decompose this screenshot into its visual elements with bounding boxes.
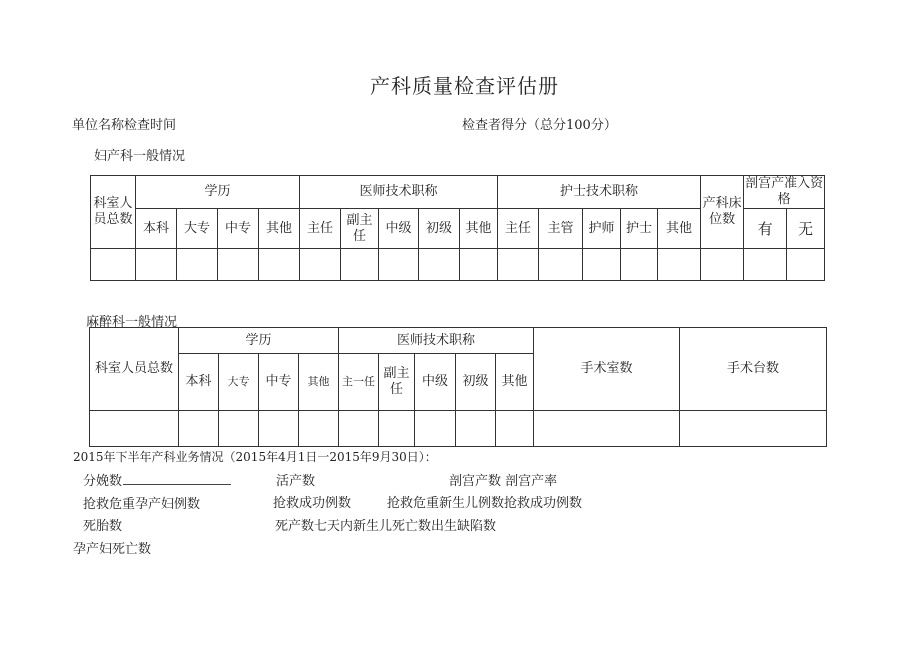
live-births-label: 活产数 — [276, 474, 316, 489]
doctor-chief: 主任 — [300, 209, 341, 249]
ane-doctor-deputy: 副主任 — [379, 354, 415, 411]
op-rooms-header: 手术室数 — [534, 328, 680, 411]
ane-edu-college: 大专 — [219, 354, 259, 411]
input-cell[interactable] — [621, 249, 658, 281]
rescue-maternal-label: 抢救危重孕产妇例数 — [83, 497, 201, 512]
newborn-death-label: 死产数七天内新生儿死亡数出生缺陷数 — [275, 519, 497, 534]
input-cell[interactable] — [680, 411, 827, 447]
anesthesia-data-row — [90, 411, 827, 447]
qual-no: 无 — [787, 209, 825, 249]
doctor-mid: 中级 — [379, 209, 419, 249]
maternal-death-label: 孕产妇死亡数 — [73, 542, 152, 557]
input-cell[interactable] — [534, 411, 680, 447]
ane-doctor-other: 其他 — [496, 354, 534, 411]
input-cell[interactable] — [339, 411, 379, 447]
nurse-practitioner: 护师 — [583, 209, 621, 249]
ane-edu-other: 其他 — [299, 354, 339, 411]
nurse-chief: 主任 — [498, 209, 539, 249]
edu-secondary: 中专 — [218, 209, 259, 249]
input-cell[interactable] — [498, 249, 539, 281]
cesarean-label: 剖宫产数 剖宫产率 — [449, 474, 558, 489]
input-cell[interactable] — [583, 249, 621, 281]
nurse-other: 其他 — [658, 209, 701, 249]
input-cell[interactable] — [90, 411, 179, 447]
edu-other: 其他 — [259, 209, 300, 249]
rescue-success-label: 抢救成功例数 — [273, 496, 352, 511]
doctor-deputy: 副主任 — [341, 209, 379, 249]
doctor-other: 其他 — [460, 209, 498, 249]
qual-yes: 有 — [744, 209, 787, 249]
deliveries-fill-line[interactable] — [123, 484, 231, 485]
obstetrics-caption: 妇产科一般情况 — [94, 149, 186, 164]
input-cell[interactable] — [379, 411, 415, 447]
ane-doctor-mid: 中级 — [415, 354, 456, 411]
cesarean-qual-header: 剖宫产准入资格 — [745, 176, 824, 207]
input-cell[interactable] — [259, 411, 299, 447]
input-cell[interactable] — [744, 249, 787, 281]
beds-header: 产科床位数 — [701, 176, 744, 249]
stillbirth-label: 死胎数 — [83, 519, 123, 534]
ane-edu-bachelor: 本科 — [179, 354, 219, 411]
ane-doctor-title-header: 医师技术职称 — [339, 328, 534, 354]
anesthesia-caption: 麻醉科一般情况 — [86, 315, 178, 330]
input-cell[interactable] — [299, 411, 339, 447]
input-cell[interactable] — [419, 249, 460, 281]
input-cell[interactable] — [179, 411, 219, 447]
inspector-score-label: 检查者得分（总分100分） — [462, 118, 617, 133]
deliveries-label: 分娩数 — [83, 474, 123, 489]
input-cell[interactable] — [177, 249, 218, 281]
input-cell[interactable] — [218, 249, 259, 281]
input-cell[interactable] — [658, 249, 701, 281]
input-cell[interactable] — [136, 249, 177, 281]
doctor-junior: 初级 — [419, 209, 460, 249]
doctor-title-header: 医师技术职称 — [300, 176, 498, 209]
ane-education-header: 学历 — [179, 328, 339, 354]
obstetrics-table — [90, 175, 825, 281]
ane-edu-secondary: 中专 — [259, 354, 299, 411]
input-cell[interactable] — [219, 411, 259, 447]
input-cell[interactable] — [701, 249, 744, 281]
page-title: 产科质量检查评估册 — [370, 74, 559, 98]
input-cell[interactable] — [460, 249, 498, 281]
unit-time-label: 单位名称检查时间 — [72, 118, 177, 133]
obstetrics-data-row — [91, 249, 825, 281]
op-tables-header: 手术台数 — [680, 328, 827, 411]
input-cell[interactable] — [415, 411, 456, 447]
input-cell[interactable] — [259, 249, 300, 281]
input-cell[interactable] — [300, 249, 341, 281]
input-cell[interactable] — [379, 249, 419, 281]
anesthesia-table — [89, 327, 827, 447]
business-heading: 2015年下半年产科业务情况（2015年4月1日一2015年9月30日）： — [73, 450, 437, 464]
nurse-title-header: 护士技术职称 — [498, 176, 701, 209]
edu-college: 大专 — [177, 209, 218, 249]
total-staff-header: 科室人员总数 — [91, 176, 136, 249]
ane-doctor-chief: 主一任 — [339, 354, 379, 411]
nurse-supervisor: 主管 — [539, 209, 583, 249]
rescue-newborn-label: 抢救危重新生儿例数抢救成功例数 — [387, 496, 583, 511]
input-cell[interactable] — [496, 411, 534, 447]
education-header: 学历 — [136, 176, 300, 209]
input-cell[interactable] — [539, 249, 583, 281]
input-cell[interactable] — [787, 249, 825, 281]
ane-doctor-junior: 初级 — [456, 354, 496, 411]
nurse-nurse: 护士 — [621, 209, 658, 249]
input-cell[interactable] — [341, 249, 379, 281]
edu-bachelor: 本科 — [136, 209, 177, 249]
ane-total-staff-header: 科室人员总数 — [90, 328, 179, 411]
input-cell[interactable] — [91, 249, 136, 281]
input-cell[interactable] — [456, 411, 496, 447]
